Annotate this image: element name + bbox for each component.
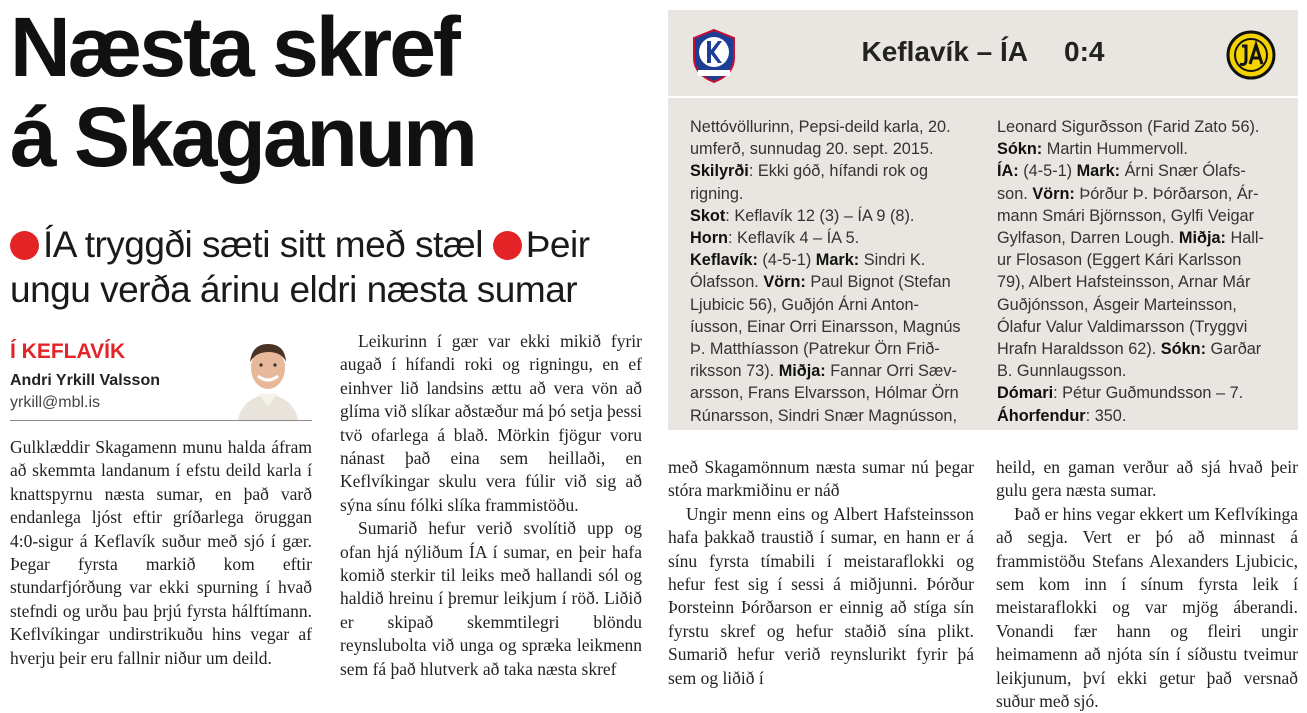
factbox-line [997,338,1293,360]
factbox-label: Skot [690,206,726,225]
dateline-location: Í KEFLAVÍK [10,340,126,363]
author-email: yrkill@mbl.is [10,394,101,411]
factbox-label: Mark: [1076,162,1121,181]
factbox-text: Guðjónsson, Ásgeir Marteinsson, [997,295,1237,314]
factbox-line [690,183,986,205]
factbox-text: (4-5-1) [1018,162,1077,181]
factbox-text: Ólafsson. [690,273,764,292]
factbox-text: Nettóvöllurinn, Pepsi-deild karla, 20. [690,118,951,136]
factbox-text: : Ekki góð, hífandi rok og [748,162,929,181]
factbox-text: Þórður Þ. Þórðarson, Ár- [1074,184,1259,203]
factbox-text: Leonard Sigurðsson (Farid Zato 56). [997,118,1260,136]
factbox-text: Gylfason, Darren Lough. [997,229,1179,248]
factbox-line [690,360,986,382]
article-column-3 [668,456,974,690]
factbox-line [690,405,986,427]
factbox-text: riksson 73). [690,362,779,381]
factbox-text: (4-5-1) [757,251,816,270]
factbox-label: Keflavík: [690,251,758,270]
factbox-header [668,10,1298,94]
factbox-line [690,116,986,138]
factbox-text: son. [997,184,1033,203]
match-score: 0:4 [1064,36,1105,67]
factbox-label: Mark: [815,251,860,270]
factbox-column-left [690,116,986,427]
factbox-line [690,249,986,271]
factbox-text: Garðar [1206,340,1262,359]
factbox-text: Fannar Orri Sæv- [825,362,957,381]
factbox-text: Martin Hummervoll. [1042,140,1188,159]
factbox-label: Horn [690,229,728,248]
article-paragraph: Ungir menn eins og Albert Hafsteinsson hafa þakkað traustið í sumar, en hann er á sínu fyrsta tímabili í meistaraflokki og hefur fest sig í sessi á miðjunni. Þórður Þorsteinn Þórðarson er einnig að stíga sín fyrstu skref og hefur staðið sína plikt. Sumarið hefur verið reynslurikt fyrir þá sem og liðið í [668,503,974,688]
factbox-line [997,249,1293,271]
article-paragraph: heild, en gaman verður að sjá hvað þeir gulu gera næsta sumar. [996,457,1298,501]
factbox-label: Vörn: [763,273,806,292]
article-paragraph: með Skagamönnum næsta sumar nú þegar stóra markmiðinu er náð [668,457,974,501]
subhead-part-2b: ungu verða árinu eldri næsta sumar [10,269,578,310]
factbox-text: : Pétur Guðmundsson – 7. [1053,384,1244,403]
article-paragraph: Gulklæddir Skagamenn munu halda áfram að skemmta landanum í efstu deild karla í knattspyrnu næsta sumar, en það varð endanlega ljóst eftir gríðarlega öruggan 4:0-sigur á Keflavík suður með sjó í gær. Þegar fyrsta markið kom eftir stundarfjórðung var ekki spurning í hvað stefndi og urðu þau þrjú fyrsta hálftímann. Keflvíkingar undirstrikuðu hins vegar af hverju þeir eru fallnir niður um deild. [10,437,312,668]
factbox-line [690,160,986,182]
factbox-line [690,227,986,249]
factbox-line [997,271,1293,293]
subhead-part-2a: Þeir [525,224,590,265]
factbox-text: Þ. Matthíasson (Patrekur Örn Frið- [690,340,940,359]
factbox-line [690,205,986,227]
factbox-label: Sókn: [1160,340,1207,359]
factbox-line [690,294,986,316]
factbox-line [690,316,986,338]
article-column-2 [340,330,642,681]
factbox-line [997,138,1293,160]
match-teams: Keflavík – ÍA [861,36,1029,67]
red-bullet-icon [10,231,39,260]
factbox-label: Dómari [997,384,1054,403]
article-paragraph: Leikurinn í gær var ekki mikið fyrir augað í hífandi roki og rigningu, en ef einhver lið landsins ættu að vera vön að glíma við slíkar aðstæður má þó setja þessi tvö ofarlega á blað. Mörkin fjögur voru nánast það eina sem heillaði, en Keflvíkingar skulu vera fúlir við sig að sýna sínu fólki slíka frammistöðu. [340,331,642,515]
factbox-text: umferð, sunnudag 20. sept. 2015. [690,140,934,159]
factbox-text: Ólafur Valur Valdimarsson (Tryggvi [997,317,1248,336]
factbox-label: Miðja: [1178,229,1226,248]
factbox-line [997,294,1293,316]
factbox-text: Hall- [1225,229,1264,248]
factbox-text: Árni Snær Ólafs- [1120,162,1246,181]
factbox-line [690,338,986,360]
factbox-text: : Keflavík 12 (3) – ÍA 9 (8). [725,206,915,225]
factbox-line [997,160,1293,182]
factbox-label: Vörn: [1032,184,1075,203]
factbox-line [997,316,1293,338]
factbox-divider [668,96,1298,98]
article-paragraph: Sumarið hefur verið svolítið upp og ofan hjá nýliðum ÍA í sumar, en þeir hafa komið sterkir til leiks með hallandi sól og haldið hreinu í þremur leikjum í röð. Liðið er skipað skemmtilegri blöndu reynslubolta við unga og spræka leikmenn sem fá það hlutverk að taka næsta skref [340,518,642,679]
factbox-line [997,360,1293,382]
subhead-part-1: ÍA tryggði sæti sitt með stæl [43,224,483,265]
factbox-text: mann Smári Björnsson, Gylfi Veigar [997,206,1254,225]
factbox-text: Paul Bignot (Stefan [805,273,951,292]
headline-line-2: á Skaganum [10,90,475,184]
author-portrait [228,332,308,420]
factbox-label: Áhorfendur [997,406,1086,425]
factbox-text: 79), Albert Hafsteinsson, Arnar Már [997,273,1251,292]
factbox-line [997,183,1293,205]
subheadline [10,222,650,312]
factbox-label: ÍA: [997,162,1019,181]
factbox-text: arsson, Frans Elvarsson, Hólmar Örn [690,384,959,403]
red-bullet-icon [493,231,522,260]
factbox-column-right [997,116,1293,427]
byline-divider [10,420,312,421]
factbox-text: Ljubicic 56), Guðjón Árni Anton- [690,295,919,314]
factbox-text: : Keflavík 4 – ÍA 5. [727,229,860,248]
factbox-label: Miðja: [778,362,826,381]
factbox-line [997,382,1293,404]
factbox-line [997,227,1293,249]
match-factbox [668,10,1298,430]
factbox-line [997,116,1293,138]
headline [10,2,650,182]
factbox-text: B. Gunnlaugsson. [997,362,1127,381]
article-column-1 [10,436,312,670]
factbox-label: Skilyrði [690,162,749,181]
factbox-text: ur Flosason (Eggert Kári Karlsson [997,251,1242,270]
article-paragraph: Það er hins vegar ekkert um Keflvíkinga að segja. Vert er þó að minnast á frammistöðu Stefans Alexanders Ljubicic, sem kom inn í sínum fyrsta leik í meistaraflokki og var mjög áberandi. Vonandi fær hann og fleiri ungir heimamenn að njóta sín í síðustu tveimur leikjunum, því ekki getur það versnað suður með sjó. [996,503,1298,712]
factbox-text: Rúnarsson, Sindri Snær Magnússon, [690,406,957,425]
headline-line-1: Næsta skref [10,0,458,94]
author-name: Andri Yrkill Valsson [10,372,160,389]
factbox-text: : 350. [1085,406,1127,425]
factbox-label: Sókn: [997,140,1043,159]
article-column-4 [996,456,1298,713]
factbox-line [997,205,1293,227]
ia-crest-icon [1226,30,1276,80]
factbox-text: íusson, Einar Orri Einarsson, Magnús [690,317,961,336]
factbox-line [690,382,986,404]
factbox-text: rigning. [690,184,744,203]
factbox-line [690,271,986,293]
match-title [668,36,1298,68]
factbox-line [690,138,986,160]
factbox-text: Hrafn Haraldsson 62). [997,340,1161,359]
factbox-text: Sindri K. [859,251,926,270]
factbox-line [997,405,1293,427]
